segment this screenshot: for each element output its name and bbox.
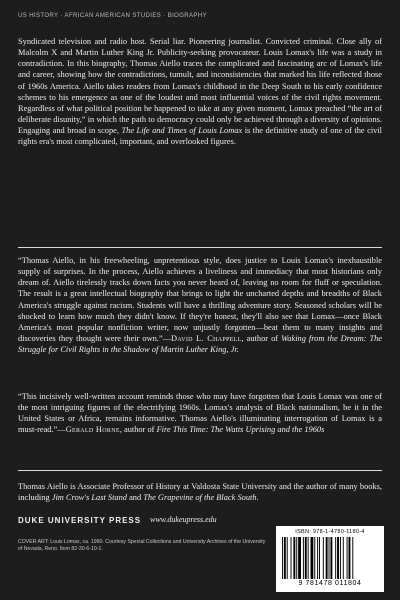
endorsement-text: “Thomas Aiello, in his freewheeling, unpretentious style, does justice to Louis Lomax's inexhaustible supply of surprises. In the process, Aiello achieves a liveliness and immediacy that most historians only dream of. Aiello tirelessly tracks down facts you never heard of, leaving no room for fluff or speculation. The result is a great intellectual biography that brings to light the uncharted depths and breadths of Black America's struggle against racism. Students will have a thrilling adventure story. Seasoned scholars will be shocked to learn how much they didn't know. If they're honest, they'll also see that Lomax—once Black America's most popular nonfiction writer, now unjustly forgotten—beat them to many insights and discoveries they thought were their own.”— <box>18 256 382 344</box>
endorsement-chappell <box>18 255 382 355</box>
description-text: Syndicated television and radio host. Serial liar. Pioneering journalist. Convicted criminal. Close ally of Malcolm X and Martin Luther King Jr. Publicity-seeking provocateur. Louis Lomax's life was a study in contradiction. In this biography, Thomas Aiello traces the complicated and fascinating arc of Lomax's life and career, showing how the contradictions, tumult, and inconsistencies that marked his life reflected those of 1960s America. Aiello takes readers from Lomax's childhood in the Deep South to his early confidence schemes to his emergence as one of the loudest and most influential voices of the civil rights movement. Regardless of what political position he happened to take at any given moment, Lomax preached “the art of deliberate disunity,” in which the path to democracy could only be achieved through a diversity of opinions. Engaging and broad in scope, <box>18 37 382 136</box>
isbn-label: ISBN: 978-1-4780-1180-4 <box>295 529 365 535</box>
bio-book-2: The Grapevine of the Black South <box>143 493 257 503</box>
publisher-url[interactable]: www.dukeupress.edu <box>150 515 217 524</box>
description-text-end: is the definitive study of one of the civil rights era's most complicated, important, and overlooked figures. <box>18 126 382 147</box>
isbn-barcode <box>276 526 384 592</box>
endorsement-affil: , author of <box>119 425 157 435</box>
divider-top <box>18 247 382 248</box>
endorsement-text: “This incisively well-written account reminds those who may have forgotten that Louis Lomax was one of the most intriguing figures of the electrifying 1960s. Lomax's analysis of Black nationalism, be it in the United States or Africa, remains informative. Thomas Aiello's illuminating interrogation of Lomax is a must-read.”— <box>18 392 382 435</box>
category-line: US HISTORY · AFRICAN AMERICAN STUDIES · BIOGRAPHY <box>18 13 207 19</box>
bio-book-1: Jim Crow's Last Stand <box>51 493 127 503</box>
book-title: The Life and Times of Louis Lomax <box>121 126 243 136</box>
bio-and: and <box>126 493 144 503</box>
bio-end: . <box>256 493 259 503</box>
endorsement-book: Waking from the Dream: The Struggle for Civil Rights in the Shadow of Martin Luther King, Jr. <box>18 334 383 355</box>
divider-bottom <box>18 470 382 471</box>
barcode-digits: 9 781478 011804 <box>298 580 362 587</box>
endorsement-affil: , author of <box>241 334 282 344</box>
publisher-name: DUKE UNIVERSITY PRESS <box>18 516 142 525</box>
author-bio <box>18 481 382 503</box>
book-description <box>18 36 382 148</box>
endorsement-book: Fire This Time: The Watts Uprising and the 1960s <box>156 425 325 435</box>
endorsement-author: Gerald Horne <box>65 425 120 435</box>
barcode-bars <box>282 537 378 579</box>
cover-art-credit: COVER ART: Louis Lomax, ca. 1960. Courtesy Special Collections and University Archives of the University of Nevada, Reno. Item 82-30-6-10-1. <box>18 539 266 553</box>
endorsement-author: David L. Chappell <box>171 334 242 344</box>
bio-text: Thomas Aiello is Associate Professor of History at Valdosta State University and the author of many books, including <box>18 482 382 503</box>
endorsement-horne <box>18 391 382 436</box>
